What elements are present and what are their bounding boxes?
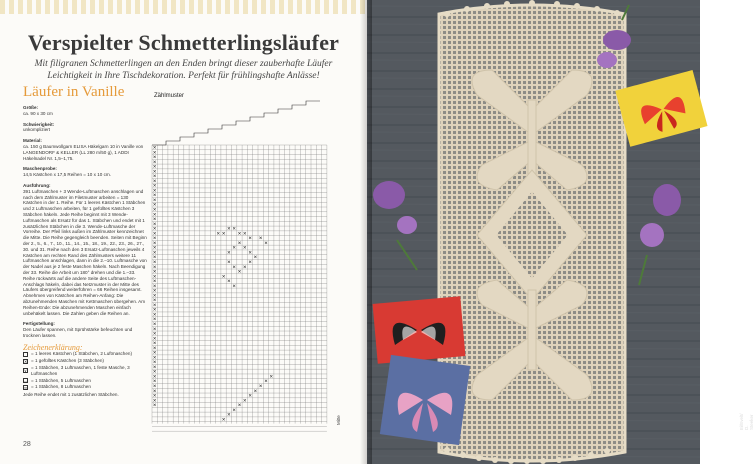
instruction-execution xyxy=(23,183,148,316)
legend-title: Zeichenerklärung: xyxy=(23,342,83,352)
pink-butterfly-card xyxy=(380,355,470,445)
instruction-heading: Größe: xyxy=(23,105,39,110)
cross-mark: ✕ xyxy=(152,288,157,294)
subtitle-line-1: Mit filigranen Schmetterlingen an den Enden bringt dieser zauberhafte Läufer xyxy=(34,59,333,69)
instruction-text: 391 Luftmaschen + 3 Wende-Luftmaschen anschlagen und nach dem Zählmuster im Filetmuster arbeiten = 130 Kästchen in der 1. Reihe. Für 1 leeres Kästchen 1 Stäbchen und 2 Luftmaschen arbeiten, für 1 gefülltes Kästchen 3 Stäbchen häkeln. Jede Reihe beginnt mit 3 Wende-Luftmaschen als Ersatz für das 1. Stäbchen und endet mit 1 zusätzlichen Stäbchen in die 3. Wende-Luftmasche der Vorreihe. Der Pfeil links außen im Zählmuster kennzeichnet die Mitte. Die Reihe gegengleich beenden. Seiten mit Beginn der 2., 5., 6., 7., 10., 11., 14., 15., 18., 19., 22., 23., 26., 27., 30. und 31. Reihe nach den 3 Ersatz-Luftmaschen jeweils 4 Kästchen am rechten Rand des Zählmusters weitere 11 Luftmaschen anschlagen, dann in die 2.–10. Luftmasche von der Nadel aus je 2 feste Maschen häkeln. Nach Beendigung der 33. Reihe die Arbeit um 180° drehen und die 1.–33. Reihe rückwärts auf die andere Seite des Luftmaschen-Anschlags häkeln, dabei das Netzmuster in der Mitte des Läufers übergreifend weiterführen = 66 Reihen insgesamt. Abnehmen von Kästchen am Reihen-Anfang: Die abzunehmenden Maschen mit Kettmaschen übergehen. Am Reihen-Ende: Die abzunehmenden Maschen einfach unbehäkelt lassen. Die Zahlen geben die Reihen an. xyxy=(23,188,147,316)
cross-mark: ✕ xyxy=(152,178,157,184)
cross-mark: ✕ xyxy=(152,259,157,265)
cross-mark: ✕ xyxy=(248,249,252,255)
cross-mark: ✕ xyxy=(152,402,157,408)
legend-item xyxy=(23,365,148,377)
cross-mark: ✕ xyxy=(152,192,157,198)
cross-mark: ✕ xyxy=(237,269,242,275)
table-runner-photo xyxy=(367,0,700,464)
instruction-text: ca. 150 g Baumwollgarn ELISA Häkelgarn 10 in Vanille von LANGENDORF & KELLER (LL 280 m/50 g), 1 ADDI Häkelnadel Nr. 1,5–1,75. xyxy=(23,143,144,161)
cross-mark: ✕ xyxy=(269,373,274,379)
cross-mark: ✕ xyxy=(216,230,221,236)
chart-side-note: Mitte xyxy=(336,415,341,425)
cross-mark: ✕ xyxy=(227,412,231,418)
cross-mark: ✕ xyxy=(152,326,157,332)
cross-mark: ✕ xyxy=(152,216,157,222)
legend-item-text: = 1 Stäbchen, 5 Luftmaschen xyxy=(31,377,91,383)
page-number: 28 xyxy=(23,441,31,448)
cross-mark: ✕ xyxy=(248,235,252,241)
legend-item xyxy=(23,378,148,384)
cross-mark: ✕ xyxy=(152,316,157,322)
lacet-symbol: ∨ xyxy=(24,368,27,374)
cross-mark: ✕ xyxy=(152,302,157,308)
chart-staircase-edge xyxy=(152,101,320,145)
cross-mark: ✕ xyxy=(152,173,157,179)
cross-mark: ✕ xyxy=(253,254,258,260)
cross-mark: ✕ xyxy=(152,373,157,379)
cross-mark: ✕ xyxy=(152,211,157,217)
cross-mark: ✕ xyxy=(232,226,237,232)
legend-footer: Jede Reihe endet mit 1 zusätzlichen Stäbchen. xyxy=(23,392,119,398)
cross-mark: ✕ xyxy=(152,359,157,365)
empty-square-symbol xyxy=(23,352,28,357)
instruction-text: ca. 90 x 30 cm xyxy=(23,110,53,116)
cross-mark: ✕ xyxy=(242,245,247,251)
chart-grid-lines xyxy=(152,145,327,431)
cross-mark: ✕ xyxy=(152,164,157,170)
cross-mark: ✕ xyxy=(152,364,157,370)
cross-mark: ✕ xyxy=(258,383,263,389)
right-page-photo xyxy=(367,0,754,464)
cross-mark: ✕ xyxy=(152,369,157,375)
page-title: Verspielter Schmetterlingsläufer xyxy=(27,30,340,55)
cross-mark: ✕ xyxy=(152,159,157,165)
cross-mark: ✕ xyxy=(152,149,157,155)
instruction-material xyxy=(23,138,148,161)
cross-mark: ✕ xyxy=(152,350,157,356)
cross-mark: ✕ xyxy=(248,393,252,399)
legend-item-text: = 1 leeres Kästchen (1 Stäbchen, 2 Luftmaschen) xyxy=(31,351,132,357)
instruction-text: Den Läufer spannen, mit Sprühstärke befeuchten und trocknen lassen. xyxy=(23,327,133,338)
cross-mark: ✕ xyxy=(152,187,157,193)
cross-mark: ✕ xyxy=(152,269,157,275)
photo-credit: Ei/Evelt/ D. Steeker xyxy=(739,413,754,430)
cross-mark: ✕ xyxy=(237,402,242,408)
cross-mark: ✕ xyxy=(264,378,268,384)
cross-mark: ✕ xyxy=(232,245,237,251)
cross-mark: ✕ xyxy=(264,240,268,246)
left-page xyxy=(0,0,367,464)
cross-mark: ✕ xyxy=(152,383,157,389)
cross-mark: ✕ xyxy=(152,311,157,317)
long-bar-symbol: ═ xyxy=(24,384,27,390)
cross-mark: ✕ xyxy=(232,283,237,289)
staircase-edge-line xyxy=(152,101,320,145)
cross-mark: ✕ xyxy=(152,154,157,160)
cross-mark: ✕ xyxy=(152,240,157,246)
instruction-difficulty xyxy=(23,122,148,134)
cross-mark: ✕ xyxy=(152,254,157,260)
instruction-heading: Maschenprobe: xyxy=(23,166,57,172)
cross-mark: ✕ xyxy=(152,331,157,337)
cross-mark: ✕ xyxy=(152,321,157,327)
instruction-heading: Fertigstellung: xyxy=(23,321,55,327)
instruction-finishing xyxy=(23,321,148,338)
cross-mark: ✕ xyxy=(152,221,157,227)
cross-mark: ✕ xyxy=(221,273,226,279)
crochet-chart xyxy=(152,95,330,435)
legend-item xyxy=(23,384,148,390)
cross-mark: ✕ xyxy=(152,397,157,403)
cross-mark: ✕ xyxy=(242,230,247,236)
cross-mark: ✕ xyxy=(242,397,247,403)
decorative-stripe-bar xyxy=(0,0,367,14)
cross-mark: ✕ xyxy=(242,264,247,270)
cross-mark: ✕ xyxy=(152,264,157,270)
cross-mark: ✕ xyxy=(232,264,237,270)
instruction-heading: Ausführung: xyxy=(23,182,51,188)
cross-mark: ✕ xyxy=(152,388,157,394)
legend-item-text: = 1 Stäbchen, 8 Luftmaschen xyxy=(31,384,91,390)
cross-mark: ✕ xyxy=(237,240,242,246)
cross-mark: ✕ xyxy=(152,307,157,313)
cross-mark: ✕ xyxy=(152,245,157,251)
cross-mark: ✕ xyxy=(152,283,157,289)
cross-mark: ✕ xyxy=(152,249,157,255)
legend-item-text: = 1 Stäbchen, 3 Luftmaschen, 1 feste Masche, 3 Luftmaschen xyxy=(31,365,130,376)
cross-mark: ✕ xyxy=(152,207,157,213)
cross-mark: ✕ xyxy=(152,335,157,341)
instruction-gauge xyxy=(23,166,148,178)
cross-mark: ✕ xyxy=(152,235,157,241)
instructions-column xyxy=(23,100,148,398)
cross-mark: ✕ xyxy=(152,378,157,384)
crochet-runner xyxy=(439,0,625,464)
cross-mark: ✕ xyxy=(152,145,157,150)
cross-mark: ✕ xyxy=(221,230,226,236)
cross-mark: ✕ xyxy=(237,230,242,236)
cross-mark: ✕ xyxy=(152,202,157,208)
cross-mark: ✕ xyxy=(152,168,157,174)
cross-mark: ✕ xyxy=(227,249,231,255)
cross-mark: ✕ xyxy=(227,226,231,232)
cross-mark: ✕ xyxy=(227,259,231,265)
cross-mark: ✕ xyxy=(152,230,157,236)
cross-mark: ✕ xyxy=(152,340,157,346)
cross-mark: ✕ xyxy=(152,197,157,203)
cross-mark: ✕ xyxy=(152,345,157,351)
section-title: Läufer in Vanille xyxy=(23,84,125,100)
legend-item-text: = 1 gefülltes Kästchen (3 Stäbchen) xyxy=(31,358,104,364)
cross-mark: ✕ xyxy=(221,416,226,422)
chart-label: Zählmuster xyxy=(154,93,185,99)
cross-mark: ✕ xyxy=(152,226,157,232)
cross-square-symbol: ✕ xyxy=(24,358,28,364)
instruction-heading: Schwierigkeit: xyxy=(23,121,55,127)
red-butterfly-card xyxy=(373,296,466,363)
cross-mark: ✕ xyxy=(253,388,258,394)
instruction-text: unkompliziert xyxy=(23,127,51,133)
cross-mark: ✕ xyxy=(152,292,157,298)
legend-item xyxy=(23,358,148,364)
instruction-size xyxy=(23,105,148,117)
cross-mark: ✕ xyxy=(152,183,157,189)
cross-mark: ✕ xyxy=(248,259,252,265)
instruction-text: 14,5 Kästchen x 17,5 Reihen = 10 x 10 cm. xyxy=(23,172,111,178)
subtitle-line-2: Leichtigkeit in Ihre Tischdekoration. Perfekt für frühlingshafte Anlässe! xyxy=(47,71,320,81)
cross-mark: ✕ xyxy=(258,235,263,241)
legend-item xyxy=(23,351,148,357)
cross-mark: ✕ xyxy=(227,278,231,284)
cross-mark: ✕ xyxy=(152,354,157,360)
cross-mark: ✕ xyxy=(152,393,157,399)
page-gutter-shadow xyxy=(360,0,372,464)
instruction-heading: Material: xyxy=(23,138,42,144)
cross-mark: ✕ xyxy=(152,278,157,284)
page-subtitle xyxy=(10,58,357,82)
cross-mark: ✕ xyxy=(152,273,157,279)
cross-mark: ✕ xyxy=(152,297,157,303)
cross-mark: ✕ xyxy=(232,407,237,413)
bar-symbol: — xyxy=(24,378,28,384)
